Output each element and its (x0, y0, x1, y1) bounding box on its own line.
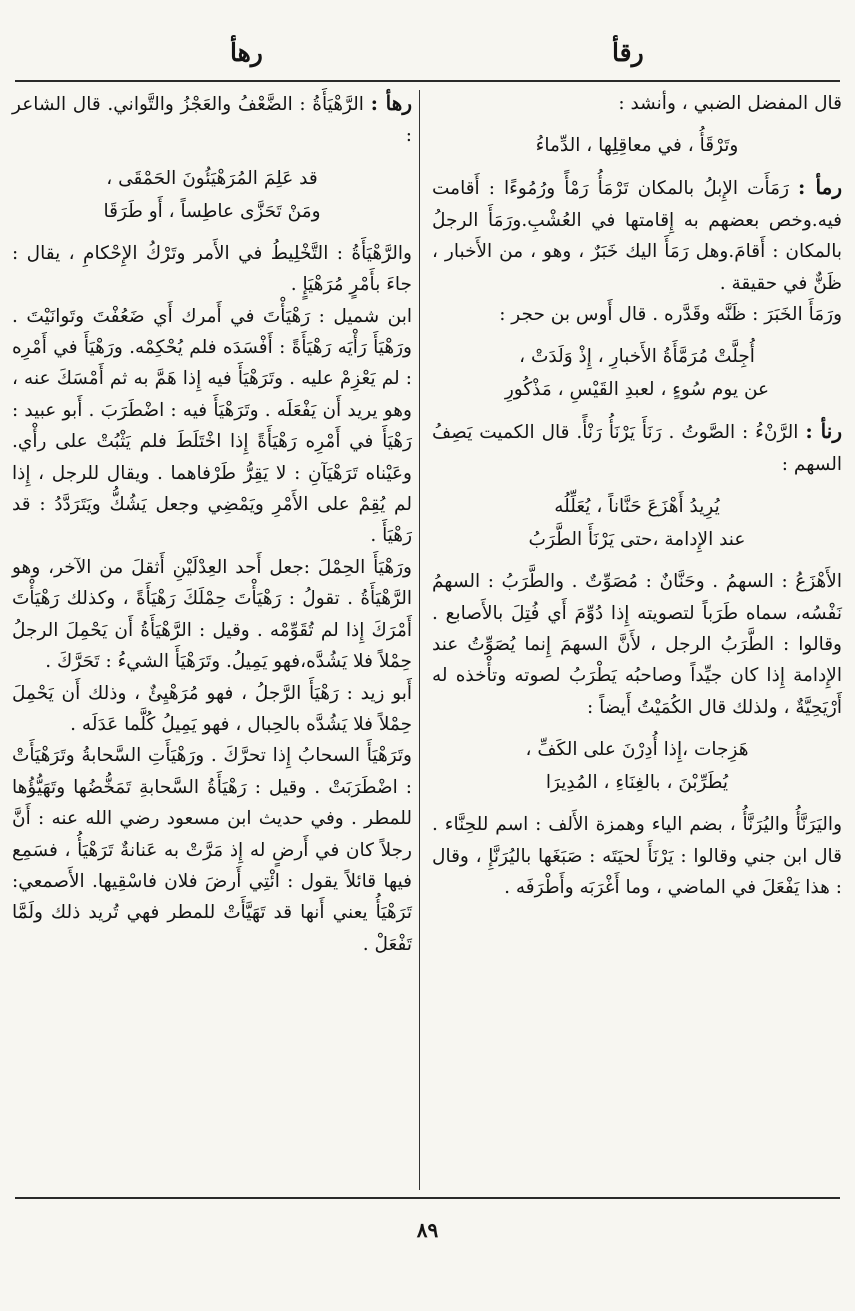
right-column (432, 88, 842, 904)
verse (432, 340, 842, 406)
entry-ranaa (432, 416, 842, 480)
entry-ramaa (432, 172, 842, 299)
paragraph: ورَهْيَأَ الحِمْلَ :جعل أَحد العِدْلَيْنِ أَثقلَ من الآخر، وهو الرَّهْيَأَةُ . تقولُ : رَهْيَأْتَ حِمْلَكَ رَهْيَأَةً ، وكذلك رَهْيَأْتَ أَمْرَكَ إِذا لم تُقَوِّمْه . وقيل : الرَّهْيَأَةُ أَن يَحْمِلَ الرجلُ حِمْلاً فلا يَشُدَّه،فهو يَمِيلُ. وتَرَهْيَأَ الشيءُ : تَحَرَّكَ . (12, 556, 412, 673)
header-rule (15, 80, 840, 82)
verse-line: يُطَرِّبْنَ ، بالغِنَاءِ ، المُدِيرَا (545, 772, 729, 794)
verse (432, 733, 842, 799)
paragraph: وتَرَهْيَأَ السحابُ إِذا تحرَّكَ . ورَهْيَأَتِ السَّحابةُ وتَرَهْيَأَتْ : اضْطَرَبَتْ . وقيل : رَهْيَأَةُ السَّحابةِ تَمَخُّضُها وتَهَيُّؤُها للمطر . وفي حديث ابن مسعود رضي الله عنه : أَنَّ رجلاً كان في أَرضٍ له إِذ مَرَّتْ به عَنانةٌ تَرَهْيَأُ ، فسَمِع فيها قائلاً يقول : ائْتِي أَرضَ فلان فاسْقِيها. الأَصمعي: تَرَهْيَأُ يعني أَنها قد تَهَيَّأَتْ للمطر فهي تُريد ذلك ولَمَّا تَفْعَلْ . (12, 745, 412, 955)
header-word-right: رقأ (612, 38, 644, 67)
page-number: ٨٩ (416, 1218, 439, 1242)
verse-line: وتَرْقَأُ ، في معاقِلِها ، الدِّماءُ (535, 135, 739, 157)
verse-line: ومَنْ تَحَزَّى عاطِساً ، أَو طَرَقَا (103, 200, 321, 222)
paragraph: والرَّهْيَأَةُ : التَّخْلِيطُ في الأَمر وتَرْكُ الإِحْكامِ ، يقال : جاءَ بأَمْرٍ مُرَهْيَإٍ . (12, 242, 412, 296)
paragraph: ابن شميل : رَهْيَأْتَ في أَمرك أَي ضَعُفْتَ وتَوانَيْتَ . ورَهْيَأَ رَأْيَه رَهْيَأَةً : أَفْسَدَه فلم يُحْكِمْه. ورَهْيَأَ في أَمْرِه : لم يَعْزِمْ عليه . وتَرَهْيَأَ فيه إِذا هَمَّ به ثم أَمْسَكَ عنه ، وهو يريد أَن يَفْعَلَه . وتَرَهْيَأَ فيه : اضْطَرَبَ . أَبو عبيد : رَهْيَأَ في أَمْرِه رَهْيَأَةً إِذا اخْتَلَطَ فلم يَثْبُتْ على رأْي. وعَيْناه تَرَهْيَآنِ : لا يَقِرُّ طَرْفاهما . ويقال للرجل ، إِذا لم يُقِمْ على الأَمْرِ ويَمْضِي وجعل يَشُكُّ ويَتَرَدَّدُ : قد رَهْيَأَ . (12, 305, 412, 547)
entry-text: رَمَأَت الإِبلُ بالمكان تَرْمَأُ رَمْأً ورُمُوءًا : أَقامت فيه.وخص بعضهم به إِقامتها في العُشْبِ.ورَمَأَ الرجلُ بالمكان : أَقامَ.وهل رَمَأَ اليك خَبَرٌ ، وهو ، من الأَخبار ، ظَنٌّ في حقيقة . (432, 178, 842, 294)
paragraph: الأَهْزَعُ : السهمُ . وحَنَّانٌ : مُصَوِّتٌ . والطَّرَبُ : السهمُ نَفْسُه، سماه طَرَباً لتصويته إِذا دُوِّمَ أَي فُتِلَ بالأَصابع . وقالوا : الطَّرَبُ الرجل ، لأَنَّ السهمَ إِنما يُصَوِّتُ عند الإِدامة إِذا كان جيِّداً وصاحبُه يَطْرَبُ لصوته وتأْخذه له أَرْيَحِيَّةٌ ، ولذلك قال الكُمَيْتُ أَيضاً : (432, 571, 842, 718)
verse-line: يُرِيدُ أَهْزَعَ حَنَّاناً ، يُعَلِّلُه (554, 496, 720, 518)
paragraph: قال المفضل الضبي ، وأنشد : (618, 93, 842, 114)
entry-text: الرَّنْءُ : الصَّوتُ . رَنَأَ يَرْنَأُ رَنْأً. قال الكميت يَصِفُ السهم : (432, 422, 842, 475)
footer-rule (15, 1197, 840, 1199)
verse (432, 490, 842, 556)
verse-line: قد عَلِمَ المُرَهْيَئُونَ الحَمْقَى ، (106, 167, 318, 189)
verse-line: عند الإِدامة ،حتى يَرْنَأَ الطَّرَبُ (528, 529, 746, 551)
verse-line: أُجِلَّتْ مُرَمَّأَةُ الأَخبارِ ، إِذْ وَلَدَتْ ، (519, 346, 755, 368)
entry-text: الرَّهْيَأَةُ : الضَّعْفُ والعَجْزُ والتَّواني. قال الشاعر : (12, 94, 412, 147)
paragraph: ورَمَأَ الخَبَرَ : ظَنَّه وقَدَّره . قال أَوس بن حجر : (499, 304, 842, 326)
entry-headword: رهأ : (370, 91, 412, 115)
verse-line: هَزِجات ،إِذا أُدِرْنَ على الكَفِّ ، (525, 739, 749, 761)
paragraph: واليَرَنَّأُ واليُرَنَّأُ ، بضم الياء وهمزة الأَلف : اسم للحِنَّاء . قال ابن جني وقالوا : يَرْنَأَ لحيَتَه : صَبَغَها باليُرَنَّإِ ، وقال : هذا يَفْعَلَ في الماضي ، وما أَغْرَبَه وأَطْرَفَه . (432, 814, 842, 899)
paragraph: أَبو زيد : رَهْيَأَ الرَّجلُ ، فهو مُرَهْيِئٌ ، وذلك أَن يَحْمِلَ حِمْلاً فلا يَشُدَّه بالحِبال ، فهو يَمِيلُ كُلَّما عَدَلَه . (12, 682, 412, 735)
entry-rahaa (12, 88, 412, 152)
left-column (12, 88, 412, 960)
verse (12, 162, 412, 228)
entry-headword: رمأ : (798, 175, 842, 200)
column-divider (419, 90, 420, 1190)
entry-headword: رنأ : (805, 419, 842, 444)
verse-line: عن يوم سُوءٍ ، لعبدِ القَيْسِ ، مَذْكُورِ (504, 379, 770, 401)
verse (432, 129, 842, 162)
header-word-left: رهأ (230, 38, 263, 67)
